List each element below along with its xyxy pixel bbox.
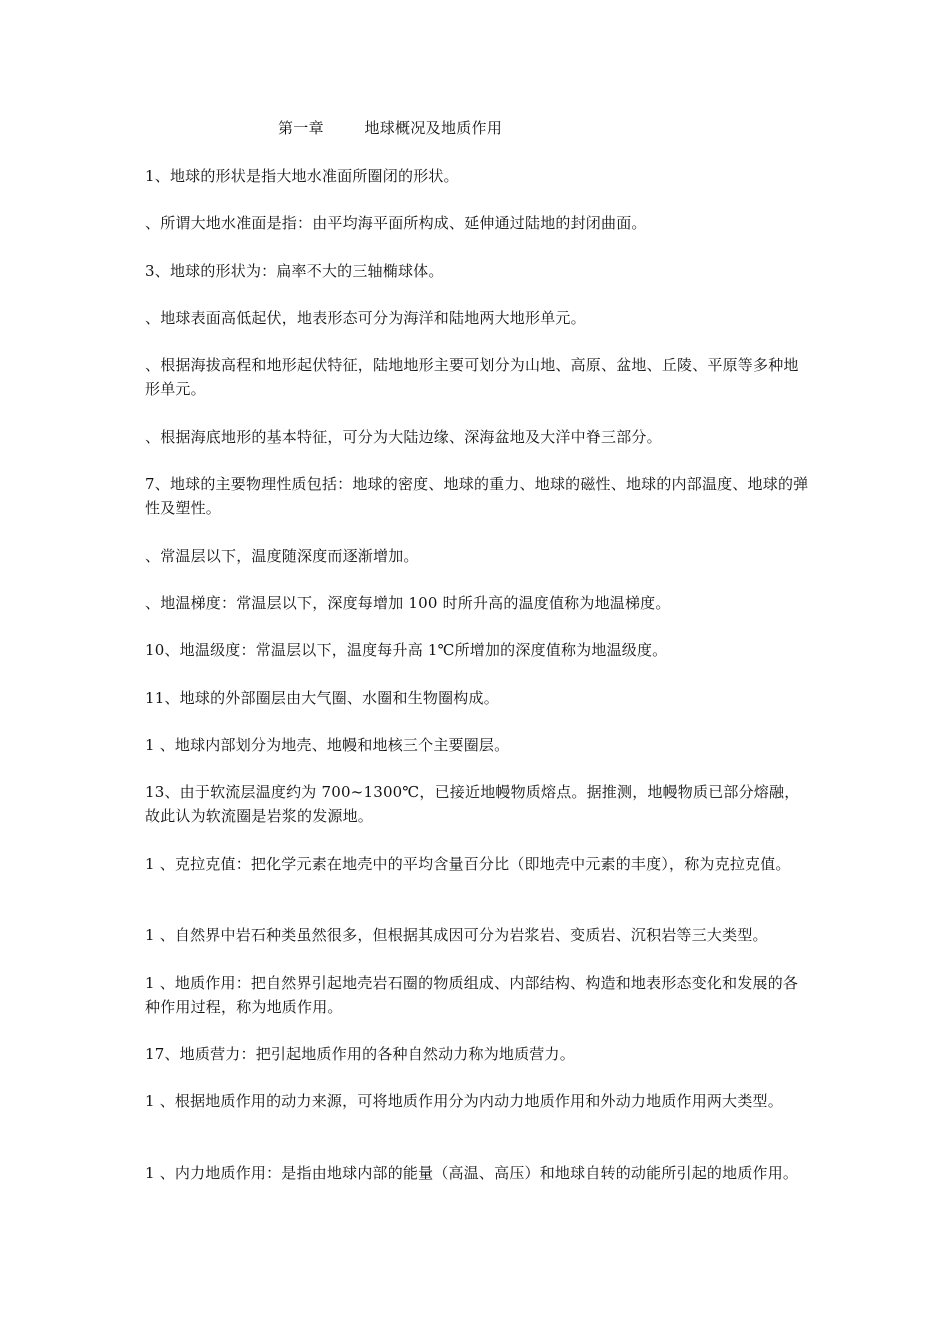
chapter-title: 第一章 地球概况及地质作用 bbox=[278, 119, 503, 137]
paragraph-9: 、地温梯度：常温层以下，深度每增加 100 时所升高的温度值称为地温梯度。 bbox=[145, 594, 671, 612]
paragraph-5: 、根据海拔高程和地形起伏特征，陆地地形主要可划分为山地、高原、盆地、丘陵、平原等多种地形单元。 bbox=[145, 356, 799, 398]
paragraph-1: 1、地球的形状是指大地水准面所圈闭的形状。 bbox=[145, 167, 459, 185]
paragraph-14: 1 、克拉克值：把化学元素在地壳中的平均含量百分比（即地壳中元素的丰度），称为克拉克值。 bbox=[145, 855, 791, 873]
paragraph-17: 17、地质营力：把引起地质作用的各种自然动力称为地质营力。 bbox=[145, 1045, 575, 1063]
paragraph-19: 1 、内力地质作用：是指由地球内部的能量（高温、高压）和地球自转的动能所引起的地质作用。 bbox=[145, 1164, 799, 1182]
paragraph-15: 1 、自然界中岩石种类虽然很多，但根据其成因可分为岩浆岩、变质岩、沉积岩等三大类型。 bbox=[145, 926, 768, 944]
paragraph-10: 10、地温级度：常温层以下，温度每升高 1℃所增加的深度值称为地温级度。 bbox=[145, 641, 668, 659]
paragraph-12: 1 、地球内部划分为地壳、地幔和地核三个主要圈层。 bbox=[145, 736, 510, 754]
paragraph-7: 7、地球的主要物理性质包括：地球的密度、地球的重力、地球的磁性、地球的内部温度、地球的弹性及塑性。 bbox=[145, 475, 809, 517]
paragraph-16: 1 、地质作用：把自然界引起地壳岩石圈的物质组成、内部结构、构造和地表形态变化和发展的各种作用过程，称为地质作用。 bbox=[145, 974, 799, 1016]
paragraph-3: 3、地球的形状为：扁率不大的三轴椭球体。 bbox=[145, 262, 444, 280]
paragraph-4: 、地球表面高低起伏，地表形态可分为海洋和陆地两大地形单元。 bbox=[145, 309, 586, 327]
paragraph-13: 13、由于软流层温度约为 700~1300℃，已接近地幔物质熔点。据推测，地幔物质已部分熔融，故此认为软流圈是岩浆的发源地。 bbox=[145, 783, 800, 825]
paragraph-18: 1 、根据地质作用的动力来源，可将地质作用分为内动力地质作用和外动力地质作用两大类型。 bbox=[145, 1092, 783, 1110]
paragraph-8: 、常温层以下，温度随深度而逐渐增加。 bbox=[145, 547, 419, 565]
paragraph-11: 11、地球的外部圈层由大气圈、水圈和生物圈构成。 bbox=[145, 689, 499, 707]
paragraph-2: 、所谓大地水准面是指：由平均海平面所构成、延伸通过陆地的封闭曲面。 bbox=[145, 214, 647, 232]
paragraph-6: 、根据海底地形的基本特征，可分为大陆边缘、深海盆地及大洋中脊三部分。 bbox=[145, 428, 662, 446]
